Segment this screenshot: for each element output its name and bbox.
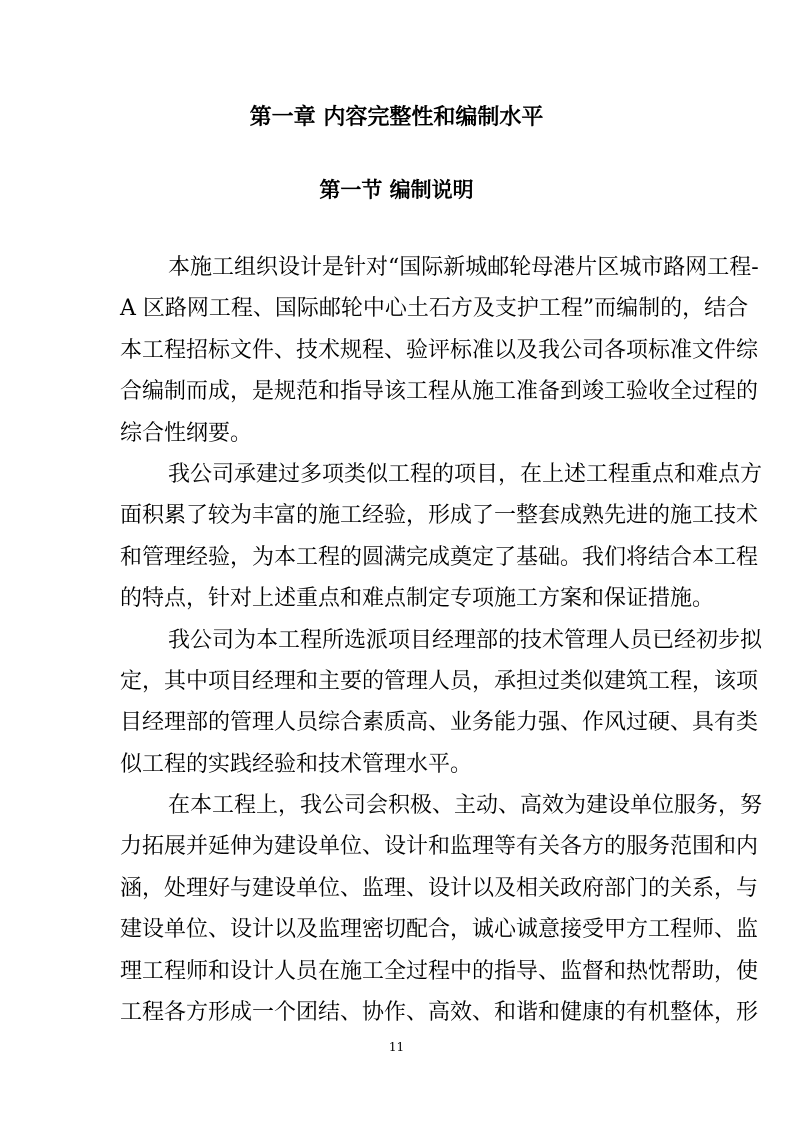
paragraph-line: 工程各方形成一个团结、协作、高效、和谐和健康的有机整体，形 [120,1000,759,1026]
paragraph-line: 本施工组织设计是针对“国际新城邮轮母港片区城市路网工程- [168,255,759,280]
chapter-title: 第一章 内容完整性和编制水平 [249,104,544,130]
paragraph-line: 本工程招标文件、技术规程、验评标准以及我公司各项标准文件综 [120,337,759,363]
paragraph-line: 合编制而成，是规范和指导该工程从施工准备到竣工验收全过程的 [120,379,759,405]
paragraph-line: 建设单位、设计以及监理密切配合，诚心诚意接受甲方工程师、监 [120,917,759,943]
paragraph-line: 涵，处理好与建设单位、监理、设计以及相关政府部门的关系，与 [120,875,759,901]
paragraph-line: 我公司承建过多项类似工程的项目，在上述工程重点和难点方 [168,461,763,487]
paragraph-line: 似工程的实践经验和技术管理水平。 [120,751,473,777]
paragraph-line: 和管理经验，为本工程的圆满完成奠定了基础。我们将结合本工程 [120,544,759,570]
paragraph-line: 在本工程上，我公司会积极、主动、高效为建设单位服务，努 [168,793,763,819]
paragraph-line: 定，其中项目经理和主要的管理人员，承担过类似建筑工程，该项 [120,668,759,694]
paragraph-line: 的特点，针对上述重点和难点制定专项施工方案和保证措施。 [120,586,715,612]
paragraph-line: A 区路网工程、国际邮轮中心土石方及支护工程”而编制的，结合 [120,296,749,322]
paragraph-line: 力拓展并延伸为建设单位、设计和监理等有关各方的服务范围和内 [120,834,759,860]
section-title: 第一节 编制说明 [319,177,474,202]
page-number: 11 [388,1040,405,1054]
paragraph-line: 面积累了较为丰富的施工经验，形成了一整套成熟先进的施工技术 [120,503,759,529]
paragraph-line: 理工程师和设计人员在施工全过程中的指导、监督和热忱帮助，使 [120,958,759,984]
paragraph-line: 我公司为本工程所选派项目经理部的技术管理人员已经初步拟 [168,627,763,653]
document-body [120,250,763,1036]
paragraph-line: 目经理部的管理人员综合素质高、业务能力强、作风过硬、具有类 [120,710,759,736]
paragraph-line: 综合性纲要。 [120,420,253,446]
